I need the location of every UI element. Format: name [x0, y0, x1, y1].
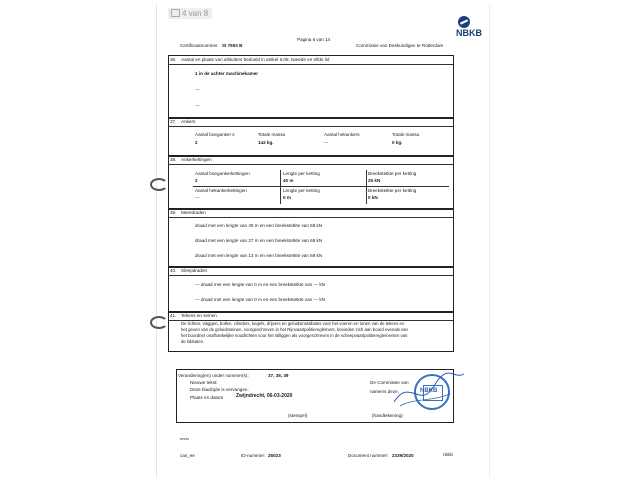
commission-header: Commissie van Deskundigen te Rotterdam: [356, 43, 444, 48]
section-number: 40.: [170, 268, 177, 273]
signature: [390, 372, 470, 412]
signals-text-3: het boordnet onafhankelijke noodlichten voor het stillggen als voorgeschreven in de scheepvaartpolitiereglementen van: [181, 333, 408, 338]
nbkb-logo: NBKB: [456, 28, 482, 38]
signals-text-2: het geven van de geluidsseinen, voorgeschreven in het Rijnvaartpolitiereglement, bevinden zich aan boord evenals van: [181, 327, 408, 332]
id-label: ID-nummer:: [241, 453, 266, 458]
divider: [168, 64, 453, 65]
valve-line-2: ---: [195, 87, 200, 92]
page-badge[interactable]: 4 van 8: [168, 8, 212, 19]
stern-mass-value: 0 kg.: [392, 140, 403, 145]
section-number: 37.: [170, 119, 177, 124]
section-title: Ankerkettingen: [181, 157, 212, 162]
stern-strength-value: 0 kN: [368, 195, 378, 200]
total-mass-value: 142 kg.: [258, 140, 274, 145]
divider: [168, 126, 453, 127]
nbkb-logo-icon: [458, 16, 470, 28]
amendment-label: Verandering(en) onder nummer(s):: [178, 373, 249, 378]
bow-anchors-label: Aantal boeganker s: [195, 132, 235, 137]
stamp-label: (stempel): [288, 413, 308, 418]
stern-length-label: Lengte per ketting: [283, 188, 320, 193]
section-number: 36.: [170, 57, 177, 62]
stamp-text: NBKB: [420, 388, 438, 394]
signature-label: (handtekening): [372, 413, 403, 418]
divider: [193, 186, 449, 187]
section-title: Sleepdraden: [181, 268, 208, 273]
replaced-note: Deze bladzijde is vervangen.: [190, 387, 249, 392]
divider: [168, 164, 453, 165]
bottom-right-code: nbkb: [443, 452, 453, 457]
page-info: Pagina 6 van 14: [297, 37, 331, 42]
mooring-line-3: draad met een lengte van 13 m en een breekstetkte van 68 kN: [195, 253, 323, 258]
mooring-line-1: draad met een lengte van 40 m en een breekstetkte van 68 kN: [195, 223, 323, 228]
signals-text-4: de lidstaten.: [181, 339, 205, 344]
valve-line-3: ---: [195, 103, 200, 108]
bow-anchors-value: 2: [195, 140, 198, 145]
stern-mass-label: Totale massa: [392, 132, 420, 137]
towing-line-2: --- draad met een lengte van 0 m en een breekstetkte van --- kN: [195, 297, 325, 302]
towing-line-1: --- draad met een lengte van 0 m en een breekstetkte van --- kN: [195, 282, 325, 287]
new-text-label: Nieuwe tekst:: [190, 380, 218, 385]
section-number: 38.: [170, 157, 177, 162]
stern-chains-label: Aantal hekankerkettingen: [195, 188, 247, 193]
stern-anchors-label: Aantal hekankers: [324, 132, 360, 137]
section-number: 39.: [170, 210, 177, 215]
divider: [366, 170, 367, 204]
stern-length-value: 0 m: [283, 195, 291, 200]
divider: [168, 275, 453, 276]
stern-anchors-value: ---: [324, 140, 329, 145]
bottom-note: nnnn: [180, 436, 189, 441]
stern-chains-value: ---: [195, 195, 200, 200]
cert-label: Certificaatnummer: [180, 43, 218, 48]
bow-chains-label: Aantal boegankerkettingen: [195, 171, 250, 176]
amendment-value: 37, 38, 39: [268, 373, 289, 378]
valve-location: 1 in de achter machinekamer: [195, 71, 259, 76]
binder-ring-top: [150, 178, 168, 191]
commission-label: De Commissie van: [370, 380, 409, 385]
bottom-left-code: cas_ee: [180, 453, 195, 458]
section-title: Ankers: [181, 119, 196, 124]
doc-number-label: Document nummer:: [348, 453, 389, 458]
binder-ring-bottom: [150, 316, 168, 329]
stern-strength-label: Breekstetkte per ketting: [368, 188, 417, 193]
page-icon: [171, 9, 180, 17]
signals-text-1: De lichten, vlaggen, bollen, cilinders, kegels, drijvers en geluidsinstallaties voor het voeren en tonen van de tekens en: [181, 321, 405, 326]
cert-number: SI 7653 B: [222, 43, 243, 48]
total-mass-label: Totale massa: [258, 132, 286, 137]
section-title: Meerdraden: [181, 210, 206, 215]
section-title: Tekens en seinen: [181, 313, 217, 318]
divider: [280, 170, 281, 204]
chain-length-value: 40 m: [283, 178, 294, 183]
chain-strength-value: 25 kN: [368, 178, 381, 183]
on-behalf-label: namens deze,: [370, 389, 399, 394]
chain-length-label: Lengte per ketting: [283, 171, 320, 176]
id-value: 25023: [268, 453, 281, 458]
chain-strength-label: Breekstetkte per ketting: [368, 171, 417, 176]
divider: [168, 217, 453, 218]
section-number: 41.: [170, 313, 177, 318]
section-40: [168, 266, 454, 313]
place-date-label: Plaats en datum: [190, 395, 224, 400]
section-title: Aantal en plaats van afsluiters bedoeld in artikel 6.08, tweede en elfde lid: [181, 57, 330, 62]
doc-number-value: 2339/2020: [392, 453, 414, 458]
place-date-value: Zwijndrecht, 06-03-2020: [236, 393, 293, 399]
bow-chains-value: 2: [195, 178, 198, 183]
mooring-line-2: draad met een lengte van 27 m en een breekstetkte van 68 kN: [195, 238, 323, 243]
